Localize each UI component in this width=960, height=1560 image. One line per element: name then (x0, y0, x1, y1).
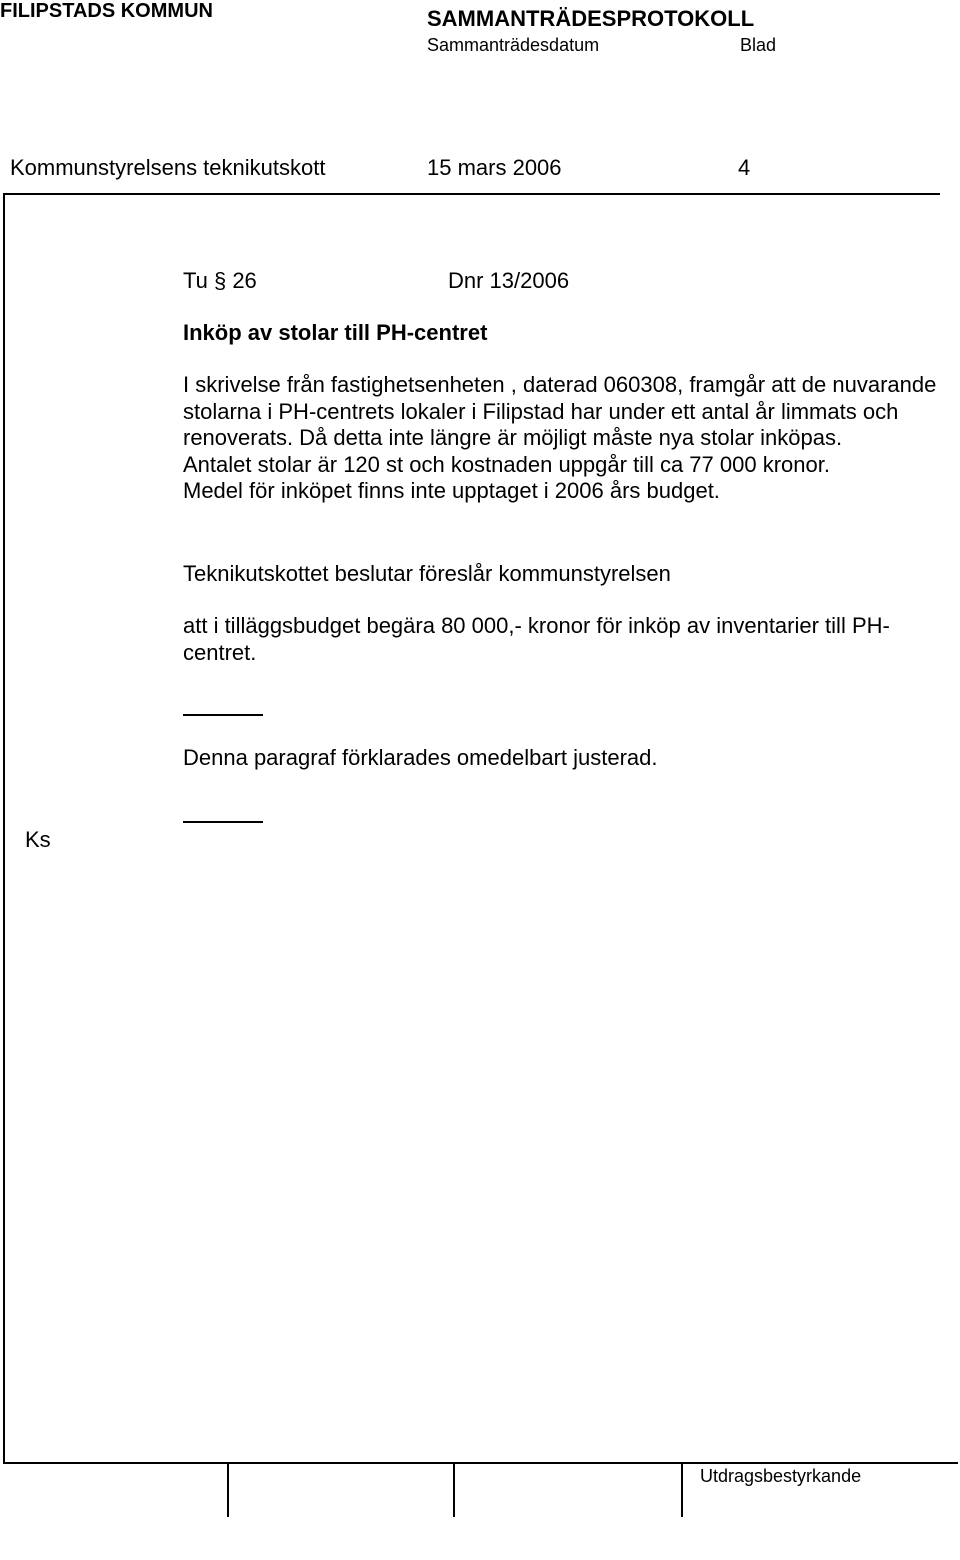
proposal-intro: Teknikutskottet beslutar föreslår kommunstyrelsen (183, 561, 671, 586)
distribution-list: Ks (25, 827, 51, 852)
page-number: 4 (738, 155, 751, 180)
page-label: Blad (740, 35, 777, 55)
meeting-date: 15 mars 2006 (427, 155, 562, 180)
meeting-date-label: Sammanträdesdatum (427, 35, 600, 55)
closing-note: Denna paragraf förklarades omedelbart justerad. (183, 745, 658, 770)
proposal-text: att i tilläggsbudget begära 80 000,- kronor för inköp av inventarier till PH-centret. (183, 613, 890, 665)
body-paragraph: Antalet stolar är 120 st och kostnaden uppgår till ca 77 000 kronor. (183, 451, 830, 477)
certification-label: Utdragsbestyrkande (700, 1466, 862, 1486)
signature-box-divider (681, 1463, 683, 1517)
committee-name: Kommunstyrelsens teknikutskott (10, 155, 326, 180)
signature-box-divider (227, 1463, 229, 1517)
frame-top-border (3, 193, 940, 195)
municipality-name: FILIPSTADS KOMMUN (0, 0, 213, 22)
body-paragraph: I skrivelse från fastighetsenheten , daterad 060308, framgår att de nuvarande stolarna i PH-centrets lokaler i Filipstad har under ett antal år limmats och renoverats. Då detta inte längre är möjligt måste nya stolar inköpas. (183, 372, 937, 450)
separator-line (183, 821, 263, 823)
diary-number: Dnr 13/2006 (448, 268, 570, 293)
body-paragraph: Medel för inköpet finns inte upptaget i 2006 års budget. (183, 478, 720, 503)
item-title: Inköp av stolar till PH-centret (183, 320, 488, 345)
paragraph-number: Tu § 26 (183, 268, 257, 293)
frame-bottom-border (3, 1462, 958, 1464)
signature-box-divider (453, 1463, 455, 1517)
frame-left-border (3, 193, 5, 1463)
body-text (183, 372, 943, 505)
separator-line (183, 714, 263, 716)
document-type: SAMMANTRÄDESPROTOKOLL (427, 6, 755, 31)
